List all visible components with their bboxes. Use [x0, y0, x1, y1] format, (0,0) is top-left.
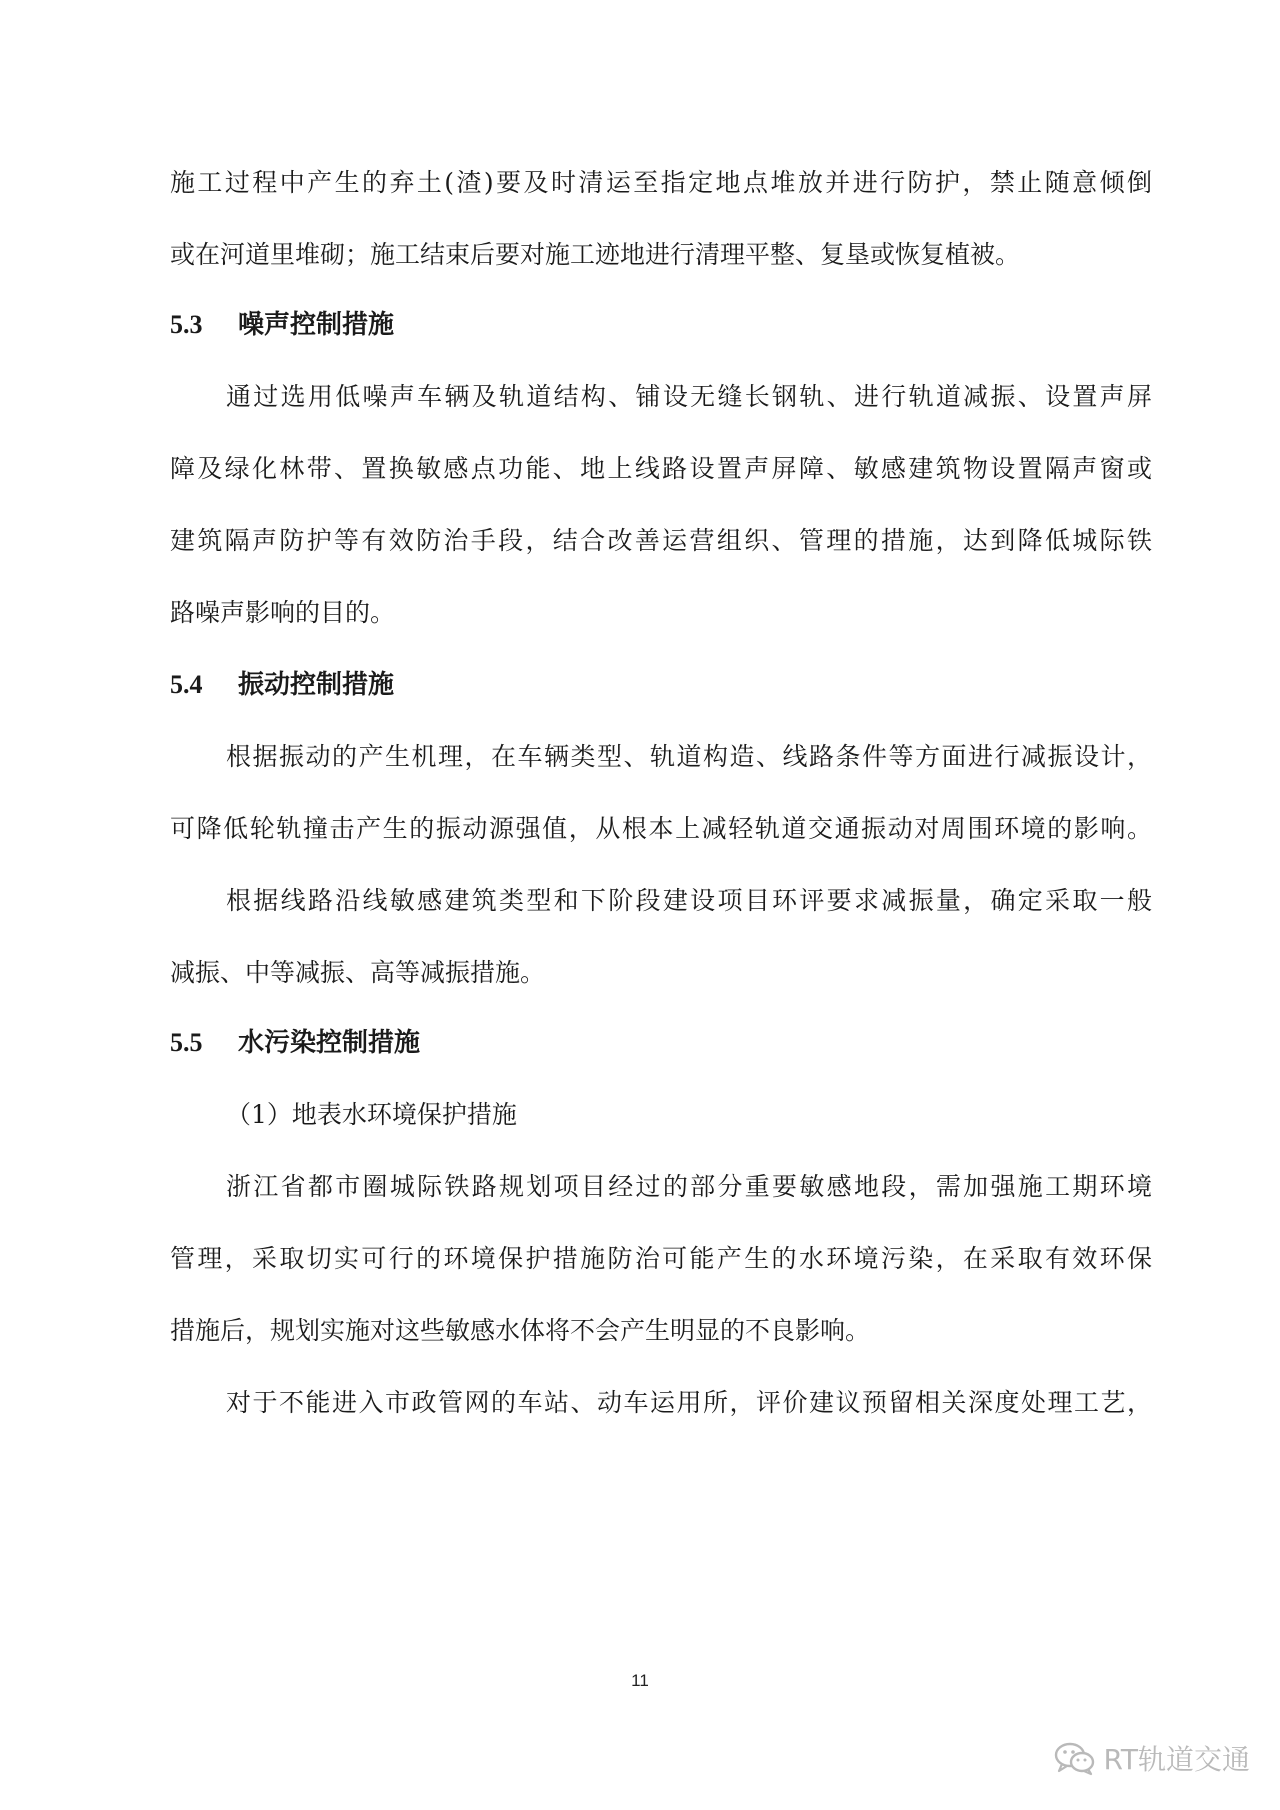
section-title: 振动控制措施	[238, 670, 395, 700]
paragraph-line: 施工过程中产生的弃土(渣)要及时清运至指定地点堆放并进行防护，禁止随意倾倒	[170, 168, 1152, 197]
section-number: 5.5	[170, 1028, 203, 1057]
section-number: 5.4	[170, 670, 203, 699]
section-title: 水污染控制措施	[238, 1028, 421, 1058]
page-number: 11	[631, 1671, 649, 1690]
paragraph-line: 根据振动的产生机理，在车辆类型、轨道构造、线路条件等方面进行减振设计，	[226, 742, 1152, 771]
watermark	[1053, 1738, 1250, 1778]
paragraph-line: 可降低轮轨撞击产生的振动源强值，从根本上减轻轨道交通振动对周围环境的影响。	[170, 814, 1152, 843]
section-heading-5-3	[170, 308, 394, 342]
section-heading-5-4	[170, 668, 394, 702]
paragraph-line: 通过选用低噪声车辆及轨道结构、铺设无缝长钢轨、进行轨道减振、设置声屏	[226, 382, 1152, 411]
paragraph-line: 措施后，规划实施对这些敏感水体将不会产生明显的不良影响。	[170, 1316, 871, 1345]
paragraph-line: 对于不能进入市政管网的车站、动车运用所，评价建议预留相关深度处理工艺，	[226, 1388, 1152, 1417]
paragraph-line: 根据线路沿线敏感建筑类型和下阶段建设项目环评要求减振量，确定采取一般	[226, 886, 1152, 915]
paragraph-line: 建筑隔声防护等有效防治手段，结合改善运营组织、管理的措施，达到降低城际铁	[170, 526, 1152, 555]
section-number: 5.3	[170, 310, 203, 339]
paragraph-line: 减振、中等减振、高等减振措施。	[170, 958, 546, 987]
subheading: （1）地表水环境保护措施	[226, 1100, 517, 1129]
paragraph-line: 障及绿化林带、置换敏感点功能、地上线路设置声屏障、敏感建筑物设置隔声窗或	[170, 454, 1152, 483]
section-heading-5-5	[170, 1026, 420, 1060]
paragraph-line: 路噪声影响的目的。	[170, 598, 396, 627]
paragraph-line: 或在河道里堆砌；施工结束后要对施工迹地进行清理平整、复垦或恢复植被。	[170, 240, 1021, 269]
wechat-icon	[1053, 1740, 1097, 1776]
paragraph-line: 浙江省都市圈城际铁路规划项目经过的部分重要敏感地段，需加强施工期环境	[226, 1172, 1152, 1201]
paragraph-line: 管理，采取切实可行的环境保护措施防治可能产生的水环境污染，在采取有效环保	[170, 1244, 1152, 1273]
section-title: 噪声控制措施	[238, 310, 395, 340]
watermark-text: RT轨道交通	[1103, 1743, 1250, 1776]
